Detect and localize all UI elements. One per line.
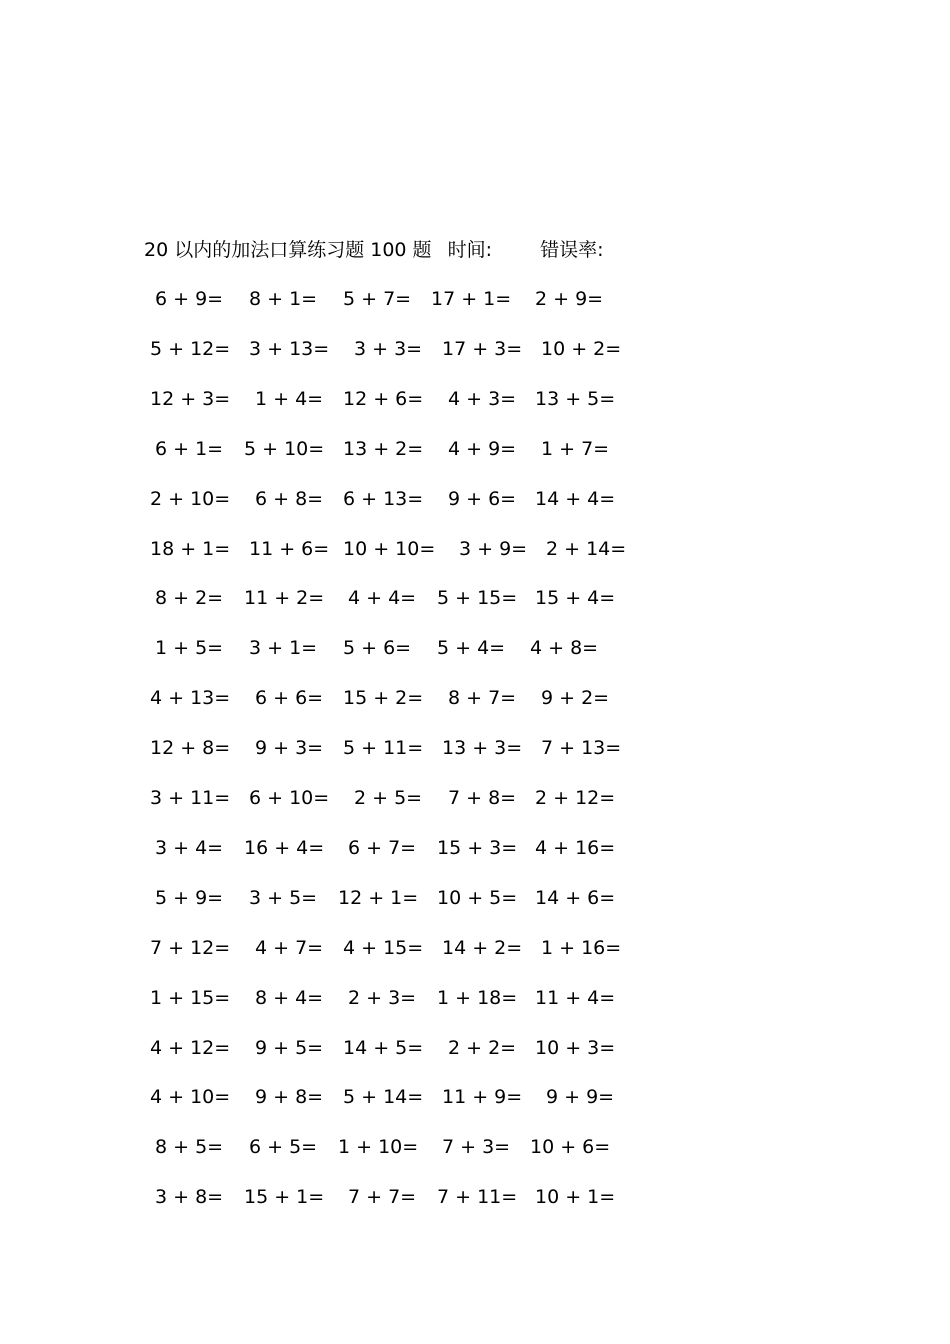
math-problem: 11 + 4= [535,987,616,1009]
math-problem: 3 + 1= [249,637,318,659]
math-problem: 12 + 8= [150,737,231,759]
math-problem: 8 + 1= [249,288,318,310]
math-problem: 2 + 12= [535,787,616,809]
math-problem: 8 + 2= [155,587,224,609]
math-problem: 10 + 2= [541,338,622,360]
math-problem: 5 + 4= [437,637,506,659]
math-problem: 1 + 5= [155,637,224,659]
math-problem: 3 + 8= [155,1186,224,1208]
worksheet-title: 20 以内的加法口算练习题 100 题 [144,239,432,261]
math-problem: 11 + 6= [249,538,330,560]
math-problem: 3 + 4= [155,837,224,859]
math-problem: 7 + 3= [442,1136,511,1158]
math-problem: 3 + 11= [150,787,231,809]
math-problem: 12 + 3= [150,388,231,410]
math-problem: 18 + 1= [150,538,231,560]
math-problem: 9 + 5= [255,1037,324,1059]
math-problem: 15 + 4= [535,587,616,609]
math-problem: 6 + 7= [348,837,417,859]
math-problem: 7 + 7= [348,1186,417,1208]
math-problem: 12 + 1= [338,887,419,909]
math-problem: 5 + 6= [343,637,412,659]
math-problem: 9 + 2= [541,687,610,709]
math-problem: 6 + 6= [255,687,324,709]
math-problem: 14 + 4= [535,488,616,510]
math-problem: 7 + 13= [541,737,622,759]
math-problem: 8 + 4= [255,987,324,1009]
math-problem: 6 + 10= [249,787,330,809]
math-problem: 3 + 9= [459,538,528,560]
time-label: 时间: [447,239,493,261]
math-problem: 4 + 12= [150,1037,231,1059]
math-problem: 4 + 3= [448,388,517,410]
math-problem: 4 + 8= [530,637,599,659]
math-problem: 15 + 3= [437,837,518,859]
math-problem: 1 + 15= [150,987,231,1009]
math-problem: 2 + 9= [535,288,604,310]
math-problem: 13 + 2= [343,438,424,460]
math-problem: 13 + 5= [535,388,616,410]
math-problem: 1 + 10= [338,1136,419,1158]
math-problem: 17 + 3= [442,338,523,360]
math-problem: 6 + 8= [255,488,324,510]
math-problem: 4 + 15= [343,937,424,959]
math-problem: 3 + 13= [249,338,330,360]
math-problem: 1 + 16= [541,937,622,959]
math-problem: 14 + 2= [442,937,523,959]
math-problem: 8 + 5= [155,1136,224,1158]
math-problem: 9 + 6= [448,488,517,510]
math-problem: 6 + 9= [155,288,224,310]
math-problem: 7 + 11= [437,1186,518,1208]
math-problem: 10 + 1= [535,1186,616,1208]
math-problem: 4 + 16= [535,837,616,859]
math-problem: 4 + 9= [448,438,517,460]
math-problem: 10 + 5= [437,887,518,909]
math-problem: 15 + 1= [244,1186,325,1208]
math-problem: 9 + 9= [546,1086,615,1108]
math-problem: 9 + 3= [255,737,324,759]
math-problem: 4 + 10= [150,1086,231,1108]
math-problem: 13 + 3= [442,737,523,759]
math-problem: 3 + 5= [249,887,318,909]
math-problem: 15 + 2= [343,687,424,709]
math-problem: 2 + 2= [448,1037,517,1059]
math-problem: 6 + 13= [343,488,424,510]
math-problem: 10 + 10= [343,538,436,560]
math-problem: 5 + 7= [343,288,412,310]
math-problem: 7 + 12= [150,937,231,959]
math-problem: 2 + 5= [354,787,423,809]
math-problem: 4 + 4= [348,587,417,609]
math-problem: 1 + 4= [255,388,324,410]
math-problem: 4 + 13= [150,687,231,709]
math-problem: 4 + 7= [255,937,324,959]
math-problem: 14 + 5= [343,1037,424,1059]
math-problem: 5 + 12= [150,338,231,360]
math-problem: 1 + 7= [541,438,610,460]
math-problem: 10 + 3= [535,1037,616,1059]
math-problem: 6 + 1= [155,438,224,460]
math-problem: 2 + 3= [348,987,417,1009]
math-problem: 1 + 18= [437,987,518,1009]
math-problem: 5 + 11= [343,737,424,759]
math-problem: 5 + 10= [244,438,325,460]
math-problem: 7 + 8= [448,787,517,809]
math-problem: 3 + 3= [354,338,423,360]
math-problem: 14 + 6= [535,887,616,909]
math-problem: 5 + 9= [155,887,224,909]
math-problem: 2 + 14= [546,538,627,560]
math-problem: 2 + 10= [150,488,231,510]
math-problem: 11 + 2= [244,587,325,609]
math-problem: 12 + 6= [343,388,424,410]
math-problem: 17 + 1= [431,288,512,310]
math-problem: 9 + 8= [255,1086,324,1108]
math-problem: 11 + 9= [442,1086,523,1108]
math-problem: 5 + 15= [437,587,518,609]
math-problem: 5 + 14= [343,1086,424,1108]
math-problem: 6 + 5= [249,1136,318,1158]
math-problem: 16 + 4= [244,837,325,859]
math-problem: 10 + 6= [530,1136,611,1158]
error-rate-label: 错误率: [540,239,604,261]
math-problem: 8 + 7= [448,687,517,709]
